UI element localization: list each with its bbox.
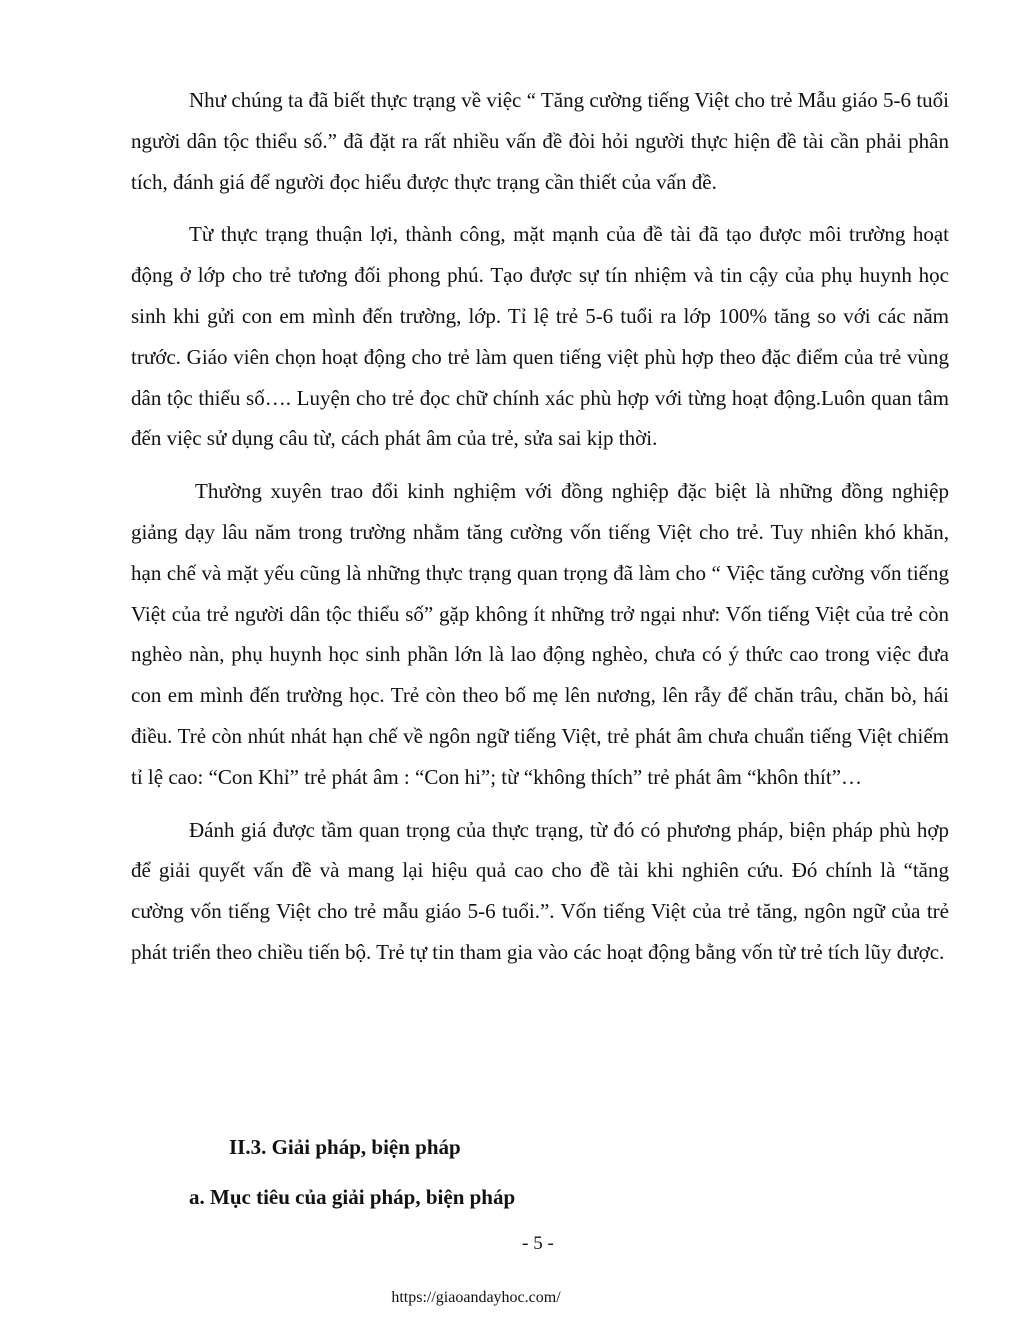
body-text xyxy=(131,80,949,985)
paragraph-4: Đánh giá được tầm quan trọng của thực trạng, từ đó có phương pháp, biện pháp phù hợp để giải quyết vấn đề và mang lại hiệu quả cao cho đề tài khi nghiên cứu. Đó chính là “tăng cường vốn tiếng Việt cho trẻ mẫu giáo 5-6 tuổi.”. Vốn tiếng Việt của trẻ tăng, ngôn ngữ của trẻ phát triển theo chiều tiến bộ. Trẻ tự tin tham gia vào các hoạt động bằng vốn từ trẻ tích lũy được. xyxy=(131,817,949,964)
footer-url[interactable]: https://giaoandayhoc.com/ xyxy=(391,1289,561,1306)
section-heading: II.3. Giải pháp, biện pháp xyxy=(229,1135,461,1159)
paragraph-3: Thường xuyên trao đổi kinh nghiệm với đồng nghiệp đặc biệt là những đồng nghiệp giảng dạy lâu năm trong trường nhằm tăng cường vốn tiếng Việt cho trẻ. Tuy nhiên khó khăn, hạn chế và mặt yếu cũng là những thực trạng quan trọng đã làm cho “ Việc tăng cường vốn tiếng Việt của trẻ người dân tộc thiểu số” gặp không ít những trở ngại như: Vốn tiếng Việt của trẻ còn nghèo nàn, phụ huynh học sinh phần lớn là lao động nghèo, chưa có ý thức cao trong việc đưa con em mình đến trường học. Trẻ còn theo bố mẹ lên nương, lên rẫy để chăn trâu, chăn bò, hái điều. Trẻ còn nhút nhát hạn chế về ngôn ngữ tiếng Việt, trẻ phát âm chưa chuẩn tiếng Việt chiếm tỉ lệ cao: “Con Khỉ” trẻ phát âm : “Con hi”; từ “không thích” trẻ phát âm “khôn thít”… xyxy=(131,479,949,789)
page-number: - 5 - xyxy=(522,1233,554,1254)
paragraph-2: Từ thực trạng thuận lợi, thành công, mặt mạnh của đề tài đã tạo được môi trường hoạt động ở lớp cho trẻ tương đối phong phú. Tạo được sự tín nhiệm và tin cậy của phụ huynh học sinh khi gửi con em mình đến trường, lớp. Tỉ lệ trẻ 5-6 tuổi ra lớp 100% tăng so với các năm trước. Giáo viên chọn hoạt động cho trẻ làm quen tiếng việt phù hợp theo đặc điểm của trẻ vùng dân tộc thiểu số…. Luyện cho trẻ đọc chữ chính xác phù hợp với từng hoạt động.Luôn quan tâm đến việc sử dụng câu từ, cách phát âm của trẻ, sửa sai kịp thời. xyxy=(131,222,949,451)
subsection-heading: a. Mục tiêu của giải pháp, biện pháp xyxy=(189,1185,516,1209)
paragraph-1: Như chúng ta đã biết thực trạng về việc “ Tăng cường tiếng Việt cho trẻ Mẫu giáo 5-6 tuổi người dân tộc thiểu số.” đã đặt ra rất nhiều vấn đề đòi hỏi người thực hiện đề tài cần phải phân tích, đánh giá để người đọc hiểu được thực trạng cần thiết của vấn đề. xyxy=(131,88,949,194)
